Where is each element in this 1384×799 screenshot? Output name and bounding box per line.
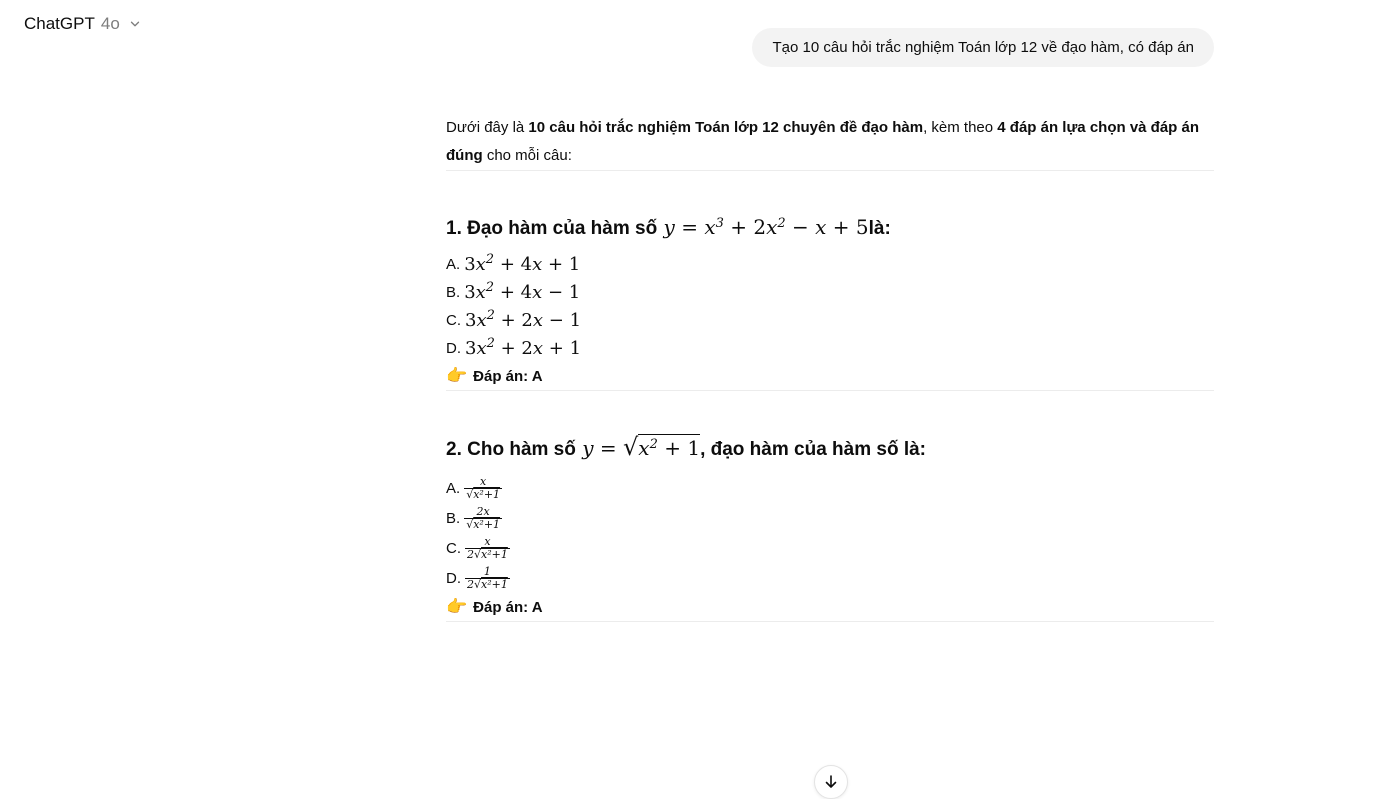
option-formula: $3x^2 + 2x - 1$ <box>465 307 582 331</box>
user-message: Tạo 10 câu hỏi trắc nghiệm Toán lớp 12 về đạo hàm, có đáp án <box>752 28 1214 67</box>
divider <box>446 621 1214 622</box>
pointing-hand-icon: 👉 <box>446 366 468 385</box>
scroll-to-bottom-button[interactable] <box>814 765 848 799</box>
option-formula: $\frac{x}{\text{√x²+1}}$ <box>466 474 501 501</box>
answer-line <box>446 362 1214 390</box>
option-d <box>446 334 1214 362</box>
option-label: C. <box>446 539 461 557</box>
option-label: A. <box>446 479 461 497</box>
question-1-options <box>446 250 1214 390</box>
question-text: , đạo hàm của hàm số là: <box>700 439 927 460</box>
option-formula: $\frac{2x}{\text{√x²+1}}$ <box>466 504 501 531</box>
q2-formula: $y = √x^2 + 1$ <box>575 433 701 461</box>
intro-bold: 10 câu hỏi trắc nghiệm Toán lớp 12 chuyên đề đạo hàm <box>528 119 924 136</box>
option-label: C. <box>446 311 461 329</box>
question-2-title <box>446 433 1214 461</box>
divider <box>446 170 1214 171</box>
model-name: ChatGPT <box>24 14 95 33</box>
question-text: là: <box>868 218 891 239</box>
option-a <box>446 473 1214 503</box>
intro-text: Dưới đây là <box>446 119 529 136</box>
assistant-message <box>446 114 1214 622</box>
option-formula: $3x^2 + 4x - 1$ <box>464 279 581 303</box>
question-text: 2. Cho hàm số <box>446 439 576 460</box>
chevron-down-icon <box>128 17 142 31</box>
option-label: A. <box>446 255 461 273</box>
option-formula: $\frac{1}{\text{2√x²+1}}$ <box>467 564 508 591</box>
answer-text: Đáp án: A <box>473 367 543 385</box>
option-label: B. <box>446 283 461 301</box>
question-1-title <box>446 215 1214 240</box>
option-formula: $\frac{x}{\text{2√x²+1}}$ <box>467 534 508 561</box>
intro-text: cho mỗi câu: <box>482 147 572 164</box>
question-text: 1. Đạo hàm của hàm số <box>446 218 658 239</box>
option-label: D. <box>446 569 461 587</box>
question-2-options <box>446 473 1214 621</box>
option-b <box>446 503 1214 533</box>
pointing-hand-icon: 👉 <box>446 597 468 616</box>
q1-formula: $y = x^3 + 2x^2 - x + 5$ <box>657 215 869 239</box>
option-formula: $3x^2 + 4x + 1$ <box>464 251 581 275</box>
intro-bold: 4 đáp án lựa chọn và đáp án đúng <box>446 119 1200 164</box>
model-switcher[interactable] <box>16 8 150 40</box>
option-formula: $3x^2 + 2x + 1$ <box>465 335 582 359</box>
option-label: D. <box>446 339 461 357</box>
intro-text: , kèm theo <box>923 119 998 136</box>
option-c <box>446 533 1214 563</box>
divider <box>446 390 1214 391</box>
assistant-intro <box>446 114 1214 170</box>
option-b <box>446 278 1214 306</box>
option-a <box>446 250 1214 278</box>
option-label: B. <box>446 509 461 527</box>
answer-line <box>446 593 1214 621</box>
option-c <box>446 306 1214 334</box>
model-version: 4o <box>100 14 120 33</box>
answer-text: Đáp án: A <box>473 598 543 616</box>
arrow-down-icon <box>823 774 839 790</box>
option-d <box>446 563 1214 593</box>
